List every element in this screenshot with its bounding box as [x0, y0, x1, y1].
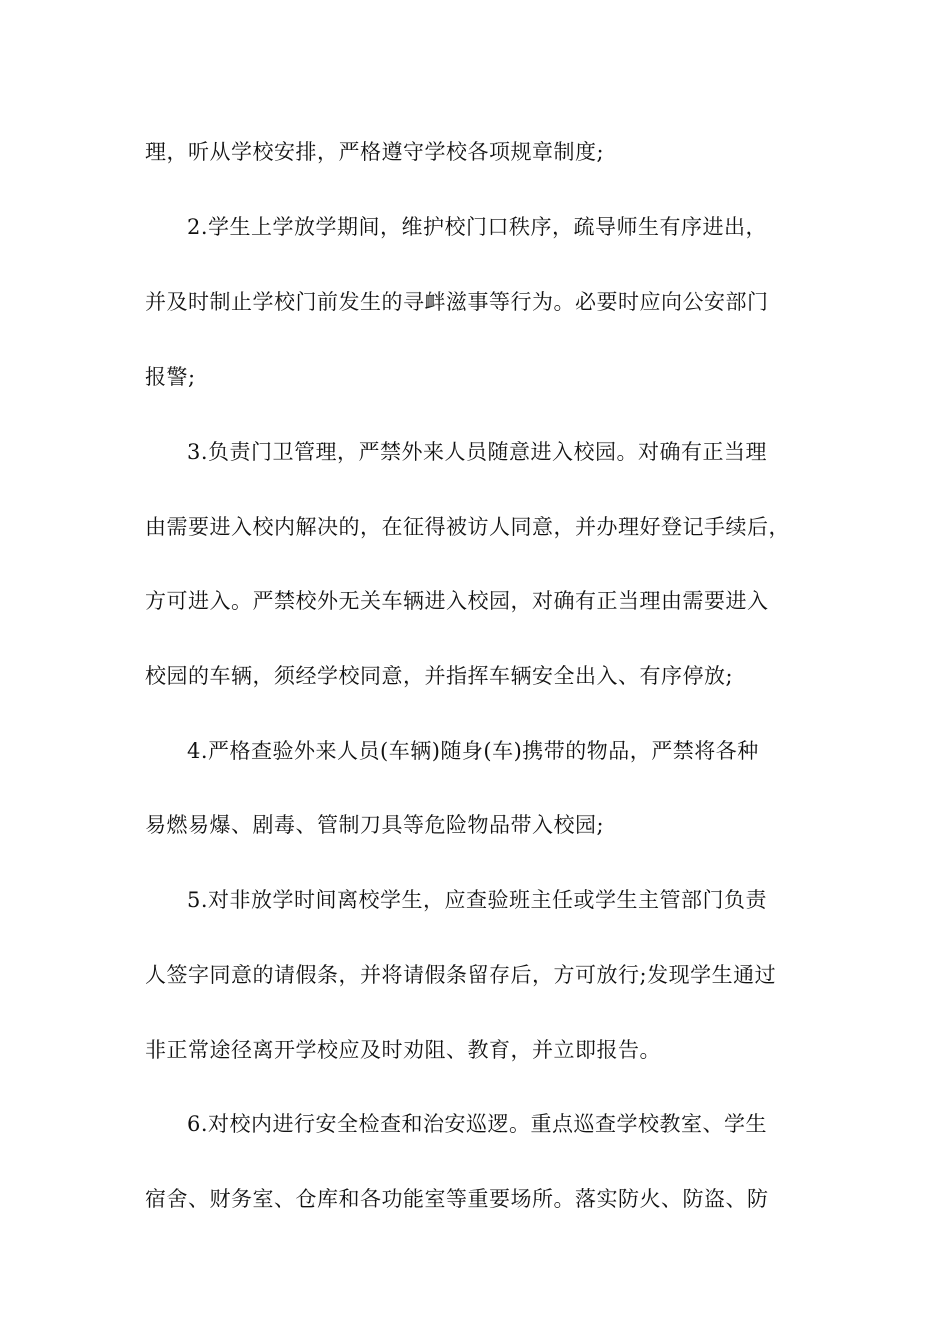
text-line-3: 并及时制止学校门前发生的寻衅滋事等行为。必要时应向公安部门	[145, 290, 769, 314]
text-line-14: 6.对校内进行安全检查和治安巡逻。重点巡查学校教室、学生	[187, 1112, 768, 1136]
text-line-15: 宿舍、财务室、仓库和各功能室等重要场所。落实防火、防盗、防	[145, 1187, 769, 1211]
text-line-13: 非正常途径离开学校应及时劝阻、教育，并立即报告。	[145, 1038, 661, 1062]
text-line-8: 校园的车辆，须经学校同意，并指挥车辆安全出入、有序停放;	[145, 664, 734, 688]
text-line-4: 报警;	[145, 365, 196, 389]
text-line-10: 易燃易爆、剧毒、管制刀具等危险物品带入校园;	[145, 813, 605, 837]
text-line-7: 方可进入。严禁校外无关车辆进入校园，对确有正当理由需要进入	[145, 589, 769, 613]
text-line-6: 由需要进入校内解决的，在征得被访人同意，并办理好登记手续后，	[145, 515, 790, 539]
text-line-11: 5.对非放学时间离校学生，应查验班主任或学生主管部门负责	[187, 888, 768, 912]
text-line-9: 4.严格查验外来人员(车辆)随身(车)携带的物品，严禁将各种	[187, 739, 759, 763]
text-line-12: 人签字同意的请假条，并将请假条留存后，方可放行;发现学生通过	[145, 963, 777, 987]
text-line-1: 理，听从学校安排，严格遵守学校各项规章制度;	[145, 140, 605, 164]
text-line-2: 2.学生上学放学期间，维护校门口秩序，疏导师生有序进出，	[187, 215, 768, 239]
text-line-5: 3.负责门卫管理，严禁外来人员随意进入校园。对确有正当理	[187, 440, 768, 464]
